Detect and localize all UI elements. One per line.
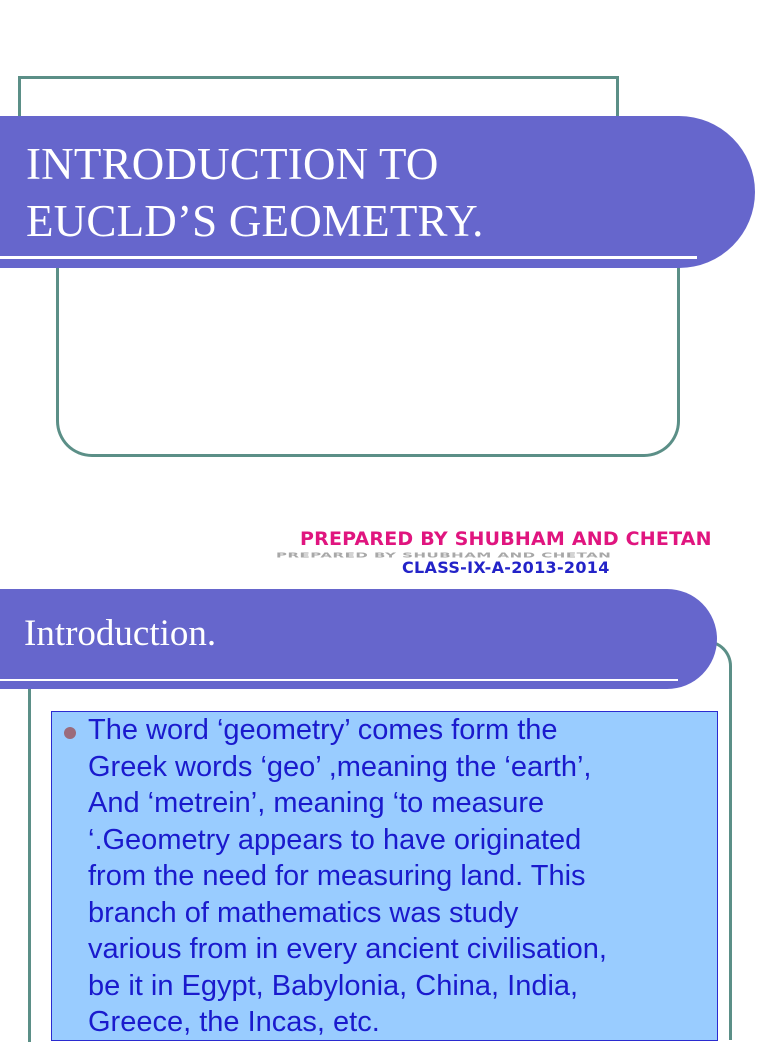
- body-line: Greek words ‘geo’ ,meaning the ‘earth’,: [88, 750, 592, 783]
- slide1-title-line1: INTRODUCTION TO: [26, 139, 439, 189]
- slide1-title: [26, 136, 706, 250]
- credit-shadow: PREPARED BY SHUBHAM AND CHETAN: [276, 551, 612, 560]
- body-line: from the need for measuring land. This: [88, 860, 586, 892]
- body-line: The word ‘geometry’ comes form the: [88, 714, 558, 746]
- slide2-body-text: [88, 712, 713, 1041]
- body-line: And ‘metrein’, meaning ‘to measure: [88, 787, 545, 819]
- bullet-dot-icon: [64, 727, 76, 739]
- credit-class: CLASS-IX-A-2013-2014: [402, 558, 610, 577]
- credit-prepared-by: PREPARED BY SHUBHAM AND CHETAN: [300, 528, 712, 550]
- slide2-frame-left: [28, 682, 31, 1042]
- slide1-title-line2: EUCLD’S GEOMETRY.: [26, 196, 484, 246]
- slide2-title: Introduction.: [24, 613, 217, 654]
- body-line: various from in every ancient civilisation,: [88, 933, 607, 965]
- slide2-title-rule: [0, 679, 678, 681]
- body-line: be it in Egypt, Babylonia, China, India,: [88, 969, 579, 1002]
- slide1-frame-bottom: [56, 262, 680, 457]
- slide1-frame-top: [18, 76, 619, 120]
- body-line: Greece, the Incas, etc.: [88, 1006, 380, 1038]
- slide1-title-rule: [0, 256, 697, 259]
- body-line: branch of mathematics was study: [88, 896, 519, 929]
- body-line: ‘.Geometry appears to have originated: [88, 823, 582, 856]
